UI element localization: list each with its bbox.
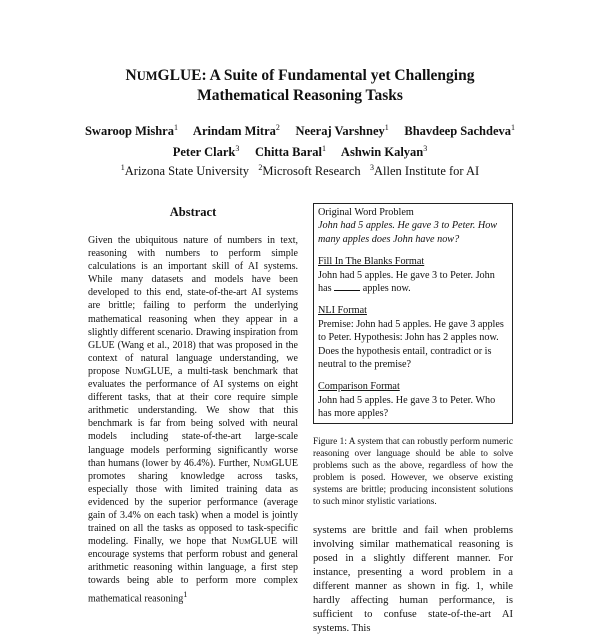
- author-aff: 1: [173, 123, 178, 132]
- abstract-part-1: Given the ubiquitous nature of numbers in text, reasoning with numbers to perform simple calculations is an important skill of AI systems. While many datasets and models have been developed to this end, state-of-the-art AI systems are brittle; failing to perform the underlying mathematical reasoning when they appear in a slightly different scenario. Drawing inspiration from GLUE (Wang et al., 2018) that was proposed in the context of natural language understanding, we propose: [88, 235, 298, 377]
- fig-comparison-text: John had 5 apples. He gave 3 to Peter. Who has more apples?: [318, 394, 496, 420]
- author-name: Neeraj Varshney: [295, 124, 385, 139]
- authors-row-1: [40, 119, 560, 140]
- author-name: Ashwin Kalyan: [340, 145, 424, 160]
- author-aff: 3: [235, 144, 240, 154]
- affiliations: [40, 160, 560, 179]
- affil-num: 1: [120, 163, 125, 172]
- abstract-heading: Abstract: [169, 205, 217, 219]
- author-aff: 2: [275, 123, 280, 132]
- fig-section-original: [318, 206, 508, 246]
- fig-nli-text: Premise: John had 5 apples. He gave 3 apples to Peter. Hypothesis: John has 2 apples now. Does the hypothesis entail, contradict or is neutral to the premise?: [318, 318, 504, 371]
- numglue-name: NumGLUE: [124, 365, 171, 377]
- fig-comparison-heading: Comparison Format: [318, 381, 400, 393]
- author-name: Arindam Mitra: [192, 124, 276, 139]
- affil-num: 2: [258, 163, 263, 172]
- footnote-mark: 1: [183, 589, 188, 599]
- fig-nli-heading: NLI Format: [318, 305, 367, 317]
- fig-fill-text-2: apples now.: [360, 283, 411, 295]
- title-n: N: [125, 67, 137, 84]
- affil-num: 3: [370, 163, 375, 172]
- numglue-name: NumGLUE: [252, 457, 298, 469]
- title-rest: : A Suite of Fundamental yet Challenging: [201, 67, 475, 84]
- affil-name: Arizona State University: [124, 164, 250, 179]
- authors-row-2: [40, 140, 560, 161]
- right-column: [313, 203, 513, 636]
- abstract-text: [88, 234, 298, 605]
- paper-title: [0, 66, 600, 105]
- fig-original-heading: Original Word Problem: [318, 207, 414, 218]
- fig-section-nli: [318, 304, 508, 371]
- author-aff: 1: [511, 123, 516, 132]
- body-paragraph: systems are brittle and fail when problems involving similar mathematical reasoning is posed in a slightly different manner. For instance, presenting a word problem in a different manner as shown in fig. 1, while hardly affecting human performance, is sufficient to confuse state-of-the-art AI systems. This: [313, 524, 513, 634]
- author-aff: 3: [423, 144, 428, 154]
- left-column: [88, 205, 298, 605]
- author-name: Swaroop Mishra: [84, 124, 174, 139]
- fig-section-fill-blanks: [318, 255, 508, 295]
- author-name: Chitta Baral: [254, 145, 322, 160]
- figure-1-box: [313, 203, 513, 424]
- numglue-name: NumGLUE: [231, 536, 277, 548]
- abstract-part-2: , a multi-task benchmark that evaluates the performance of AI systems on eight different tasks, that at their core require simple arithmetic understanding. We show that this benchmark is far from being solved with neural models including state-of-the-art large-scale language models performing significantly worse than humans (lower by 46.4%). Further,: [88, 365, 298, 469]
- fig-section-comparison: [318, 380, 508, 420]
- fig-original-text: John had 5 apples. He gave 3 to Peter. How many apples does John have now?: [318, 220, 498, 245]
- blank-line: [334, 282, 360, 291]
- title-line-2: Mathematical Reasoning Tasks: [197, 87, 403, 104]
- fig-fill-text: [318, 269, 508, 296]
- affil-name: Microsoft Research: [262, 164, 361, 179]
- author-aff: 1: [384, 123, 389, 132]
- author-name: Peter Clark: [172, 145, 236, 160]
- affil-name: Allen Institute for AI: [374, 164, 480, 179]
- abstract-part-3: promotes sharing knowledge across tasks, especially those with limited training data as evidenced by the superior performance (average gain of 3.4% on each task) when a model is jointly trained on all the tasks as opposed to task-specific modeling. Finally, we hope that: [88, 470, 298, 548]
- title-um: UM: [136, 69, 158, 83]
- title-line-1: [0, 66, 600, 86]
- author-name: Bhavdeep Sachdeva: [404, 124, 512, 139]
- author-list: [40, 119, 560, 161]
- abstract-part-4: will encourage systems that perform robust and general arithmetic reasoning within language, a first step towards being able to perform more complex mathematical reasoning: [88, 536, 298, 604]
- title-glue: GLUE: [157, 67, 202, 84]
- fig-fill-heading: Fill In The Blanks Format: [318, 256, 425, 268]
- figure-1-caption: Figure 1: A system that can robustly perform numeric reasoning over language should be able to solve problems such as the above, regardless of how the problem is posed. However, we observe existing systems are brittle; producing inconsistent solutions to such minor stylistic variations.: [313, 436, 513, 507]
- fig-fill-text-1: John had 5 apples. He gave 3 to Peter. John has: [318, 269, 495, 295]
- author-aff: 1: [321, 144, 326, 154]
